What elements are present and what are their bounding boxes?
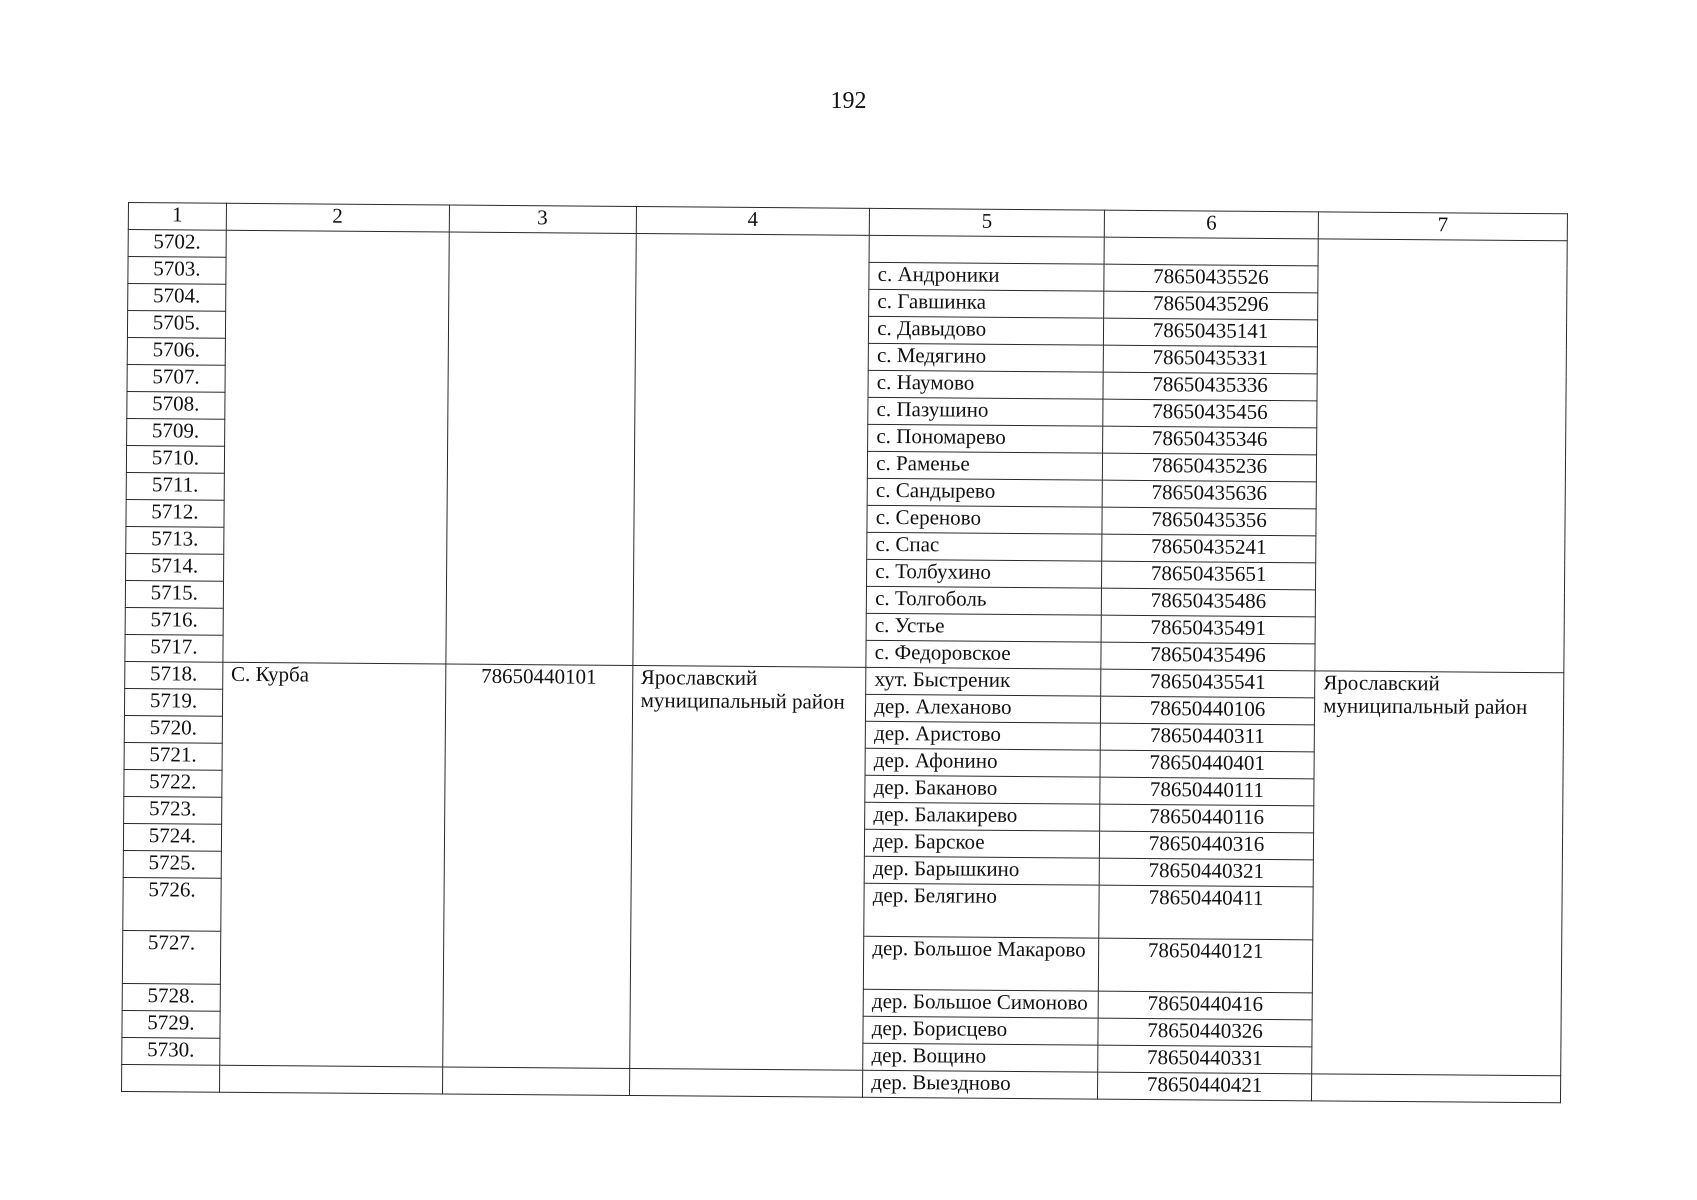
settlement-name: с. Спас	[867, 532, 1102, 561]
settlement-name: дер. Афонино	[865, 748, 1100, 777]
row-number: 5702.	[128, 230, 226, 258]
settlement-name: с. Медягино	[868, 343, 1103, 372]
settlement-name: с. Раменье	[868, 451, 1103, 480]
oktmo-code: 78650435331	[1103, 345, 1317, 374]
column-header: 5	[869, 208, 1104, 237]
row-number: 5718.	[125, 661, 223, 689]
oktmo-code: 78650435636	[1102, 480, 1316, 509]
oktmo-code: 78650440311	[1100, 723, 1314, 752]
oktmo-code: 78650435486	[1101, 588, 1315, 617]
row-number: 5729.	[122, 1010, 220, 1038]
row-number: 5706.	[127, 337, 225, 365]
oktmo-code: 78650440331	[1098, 1045, 1312, 1074]
oktmo-code: 78650440411	[1099, 885, 1314, 940]
row-number: 5726.	[123, 877, 221, 931]
row-number: 5705.	[127, 311, 225, 339]
group-municipality: Ярославский муниципальный район	[629, 665, 866, 1070]
settlement-name: дер. Барское	[865, 829, 1100, 858]
oktmo-code: 78650435491	[1101, 615, 1315, 644]
row-number: 5713.	[126, 526, 224, 554]
oktmo-code: 78650435541	[1101, 669, 1315, 698]
settlement-name: дер. Выездново	[863, 1070, 1098, 1099]
settlement-name: с. Толгоболь	[867, 586, 1102, 615]
row-number: 5724.	[123, 823, 221, 851]
group-district: Ярославский муниципальный район	[1312, 671, 1564, 1076]
oktmo-code: 78650440106	[1100, 696, 1314, 725]
settlement-name: дер. Большое Симоново	[863, 989, 1098, 1018]
oktmo-code: 78650435241	[1102, 534, 1316, 563]
row-number: 5728.	[122, 983, 220, 1011]
row-number: 5704.	[128, 284, 226, 312]
row-number: 5703.	[128, 257, 226, 285]
oktmo-code: 78650440116	[1100, 804, 1314, 833]
oktmo-code: 78650435651	[1101, 561, 1315, 590]
row-number: 5708.	[127, 391, 225, 419]
column-header: 3	[449, 205, 636, 233]
settlement-name: хут. Быстреник	[866, 667, 1101, 696]
oktmo-code: 78650435336	[1103, 372, 1317, 401]
settlement-name: с. Устье	[866, 613, 1101, 642]
settlement-name: дер. Вощино	[863, 1043, 1098, 1072]
settlement-name	[869, 235, 1104, 264]
oktmo-code	[1104, 237, 1318, 266]
row-number: 5707.	[127, 364, 225, 392]
group-oktmo-code: 78650440101	[442, 664, 632, 1068]
settlement-name: с. Гавшинка	[869, 289, 1104, 318]
oktmo-code: 78650435496	[1101, 642, 1315, 671]
column-header: 2	[226, 203, 449, 232]
settlement-name: с. Федоровское	[866, 640, 1101, 669]
settlement-name: с. Сереново	[867, 505, 1102, 534]
row-number: 5716.	[125, 607, 223, 635]
group-district	[1315, 239, 1567, 673]
row-number: 5727.	[122, 930, 220, 984]
settlement-name: с. Пономарево	[868, 424, 1103, 453]
row-number: 5730.	[122, 1037, 220, 1065]
empty-cell	[1312, 1074, 1561, 1103]
column-header: 7	[1318, 212, 1567, 241]
column-header: 4	[636, 206, 870, 235]
empty-cell	[629, 1068, 863, 1097]
oktmo-code: 78650440401	[1100, 750, 1314, 779]
row-number: 5719.	[124, 688, 222, 716]
group-settlement-name	[223, 230, 449, 664]
row-number: 5720.	[124, 715, 222, 743]
registry-table	[121, 202, 1568, 1103]
column-header: 6	[1104, 210, 1318, 239]
oktmo-code: 78650440316	[1099, 831, 1313, 860]
oktmo-code: 78650440421	[1097, 1072, 1311, 1101]
settlement-name: дер. Барышкино	[864, 856, 1099, 885]
settlement-name: с. Пазушино	[868, 397, 1103, 426]
row-number: 5722.	[124, 769, 222, 797]
row-number: 5717.	[125, 634, 223, 662]
oktmo-code: 78650440111	[1100, 777, 1314, 806]
row-number: 5709.	[127, 418, 225, 446]
oktmo-code: 78650435456	[1103, 399, 1317, 428]
settlement-name: дер. Борисцево	[863, 1016, 1098, 1045]
oktmo-code: 78650435141	[1103, 318, 1317, 347]
row-number: 5725.	[123, 850, 221, 878]
oktmo-code: 78650435296	[1104, 291, 1318, 320]
oktmo-code: 78650440416	[1098, 991, 1312, 1020]
page-number: 192	[830, 88, 867, 114]
row-number: 5721.	[124, 742, 222, 770]
row-number: 5723.	[124, 796, 222, 824]
empty-cell	[219, 1065, 442, 1094]
settlement-name: с. Толбухино	[867, 559, 1102, 588]
settlement-name: дер. Аристово	[865, 721, 1100, 750]
registry-body	[122, 230, 1568, 1103]
settlement-name: дер. Белягино	[864, 883, 1099, 938]
column-header: 1	[128, 203, 226, 231]
oktmo-code: 78650435346	[1103, 426, 1317, 455]
settlement-name: дер. Алеханово	[866, 694, 1101, 723]
row-number: 5714.	[126, 553, 224, 581]
row-number: 5710.	[126, 445, 224, 473]
group-oktmo-code	[445, 232, 635, 665]
row-number: 5715.	[125, 580, 223, 608]
row-number: 5712.	[126, 499, 224, 527]
settlement-name: дер. Балакирево	[865, 802, 1100, 831]
settlement-name: с. Андроники	[869, 262, 1104, 291]
settlement-name: дер. Баканово	[865, 775, 1100, 804]
oktmo-code: 78650440326	[1098, 1018, 1312, 1047]
row-number	[122, 1064, 220, 1092]
group-settlement-name: С. Курба	[220, 662, 446, 1067]
oktmo-code: 78650435526	[1104, 264, 1318, 293]
row-number: 5711.	[126, 472, 224, 500]
settlement-name: с. Давыдово	[869, 316, 1104, 345]
settlement-name: с. Наумово	[868, 370, 1103, 399]
oktmo-code: 78650440321	[1099, 858, 1313, 887]
oktmo-code: 78650435236	[1102, 453, 1316, 482]
settlement-name: с. Сандырево	[867, 478, 1102, 507]
settlement-name: дер. Большое Макарово	[864, 936, 1099, 991]
empty-cell	[442, 1067, 629, 1095]
oktmo-code: 78650435356	[1102, 507, 1316, 536]
oktmo-code: 78650440121	[1098, 938, 1313, 993]
group-municipality	[632, 233, 869, 667]
